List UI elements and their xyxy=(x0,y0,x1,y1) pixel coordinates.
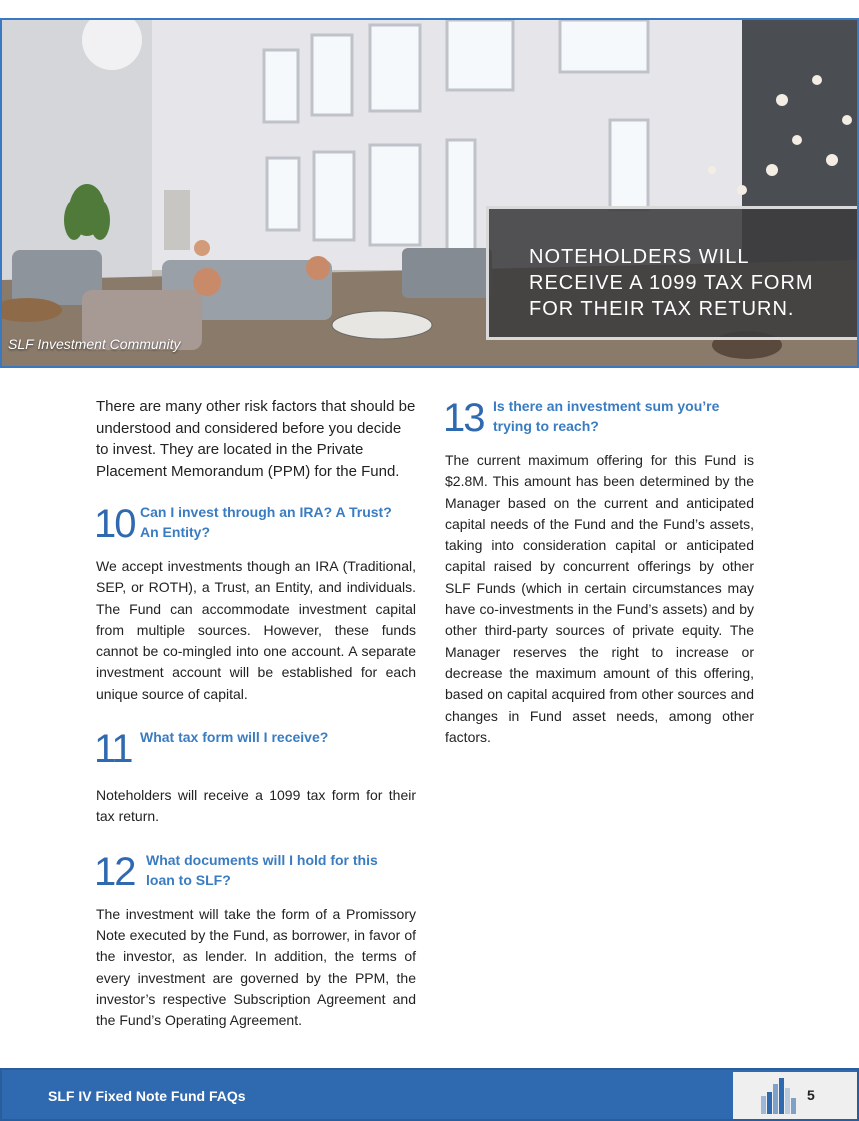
faq-question: Is there an investment sum you’re trying to reach? xyxy=(493,398,720,434)
bar-chart-logo-icon xyxy=(761,1078,799,1114)
photo-caption: SLF Investment Community xyxy=(8,336,181,352)
faq-answer: We accept investments though an IRA (Traditional, SEP, or ROTH), a Trust, an Entity, and individuals. The Fund can accommodate investment capital from multiple sources. However, these funds cannot be co-mingled into one account. A separate investment account will be established for each unique source of capital. xyxy=(96,558,416,702)
page-footer xyxy=(0,1068,859,1121)
faq-question: Can I invest through an IRA? A Trust? An Entity? xyxy=(140,504,392,540)
faq-heading-12 xyxy=(96,850,416,896)
faq-number: 11 xyxy=(94,727,132,772)
faq-number: 12 xyxy=(94,849,135,894)
faq-number: 13 xyxy=(443,396,484,440)
footer-title: SLF IV Fixed Note Fund FAQs xyxy=(48,1088,246,1104)
faq-question: What documents will I hold for this loan to SLF? xyxy=(146,851,378,888)
faq-answer: Noteholders will receive a 1099 tax form for their tax return. xyxy=(96,787,416,825)
right-column xyxy=(445,396,754,770)
faq-heading-11 xyxy=(96,727,416,777)
faq-question: What tax form will I receive? xyxy=(140,729,329,746)
faq-answer: The investment will take the form of a Promissory Note executed by the Fund, as borrower, in favor of the investor, as lender. In addition, the terms of every investment are governed by the PPM, the investor’s respective Subscription Agreement and the Fund’s Operating Agreement. xyxy=(96,905,416,1029)
faq-number: 10 xyxy=(94,502,135,546)
intro-paragraph: There are many other risk factors that should be understood and considered before you decide to invest. They are located in the Private Placement Memorandum (PPM) for the Fund. xyxy=(96,398,416,480)
faq-heading-13 xyxy=(445,396,754,442)
hero-photo xyxy=(0,18,859,368)
footer-page-box xyxy=(733,1072,857,1119)
callout-box xyxy=(486,206,859,340)
faq-answer: The current maximum offering for this Fund is $2.8M. This amount has been determined by the Manager based on the current and anticipated capital needs of the Fund and the Fund’s assets, taking into consideration capital or anticipated capital raised by concurrent offerings by other SLF Funds (which in certain circumstances may have co-investments in the Fund’s assets) and by other third-party sources of private equity. The Manager reserves the right to increase or decrease the maximum amount of this offering, based on capital acquired from other sources and changes in Fund asset needs, among other factors. xyxy=(445,452,754,745)
callout-text: NOTEHOLDERS WILL RECEIVE A 1099 TAX FORM FOR THEIR TAX RETURN. xyxy=(529,246,814,320)
page-number: 5 xyxy=(807,1087,815,1103)
left-column xyxy=(96,396,416,1053)
faq-heading-10 xyxy=(96,502,416,548)
